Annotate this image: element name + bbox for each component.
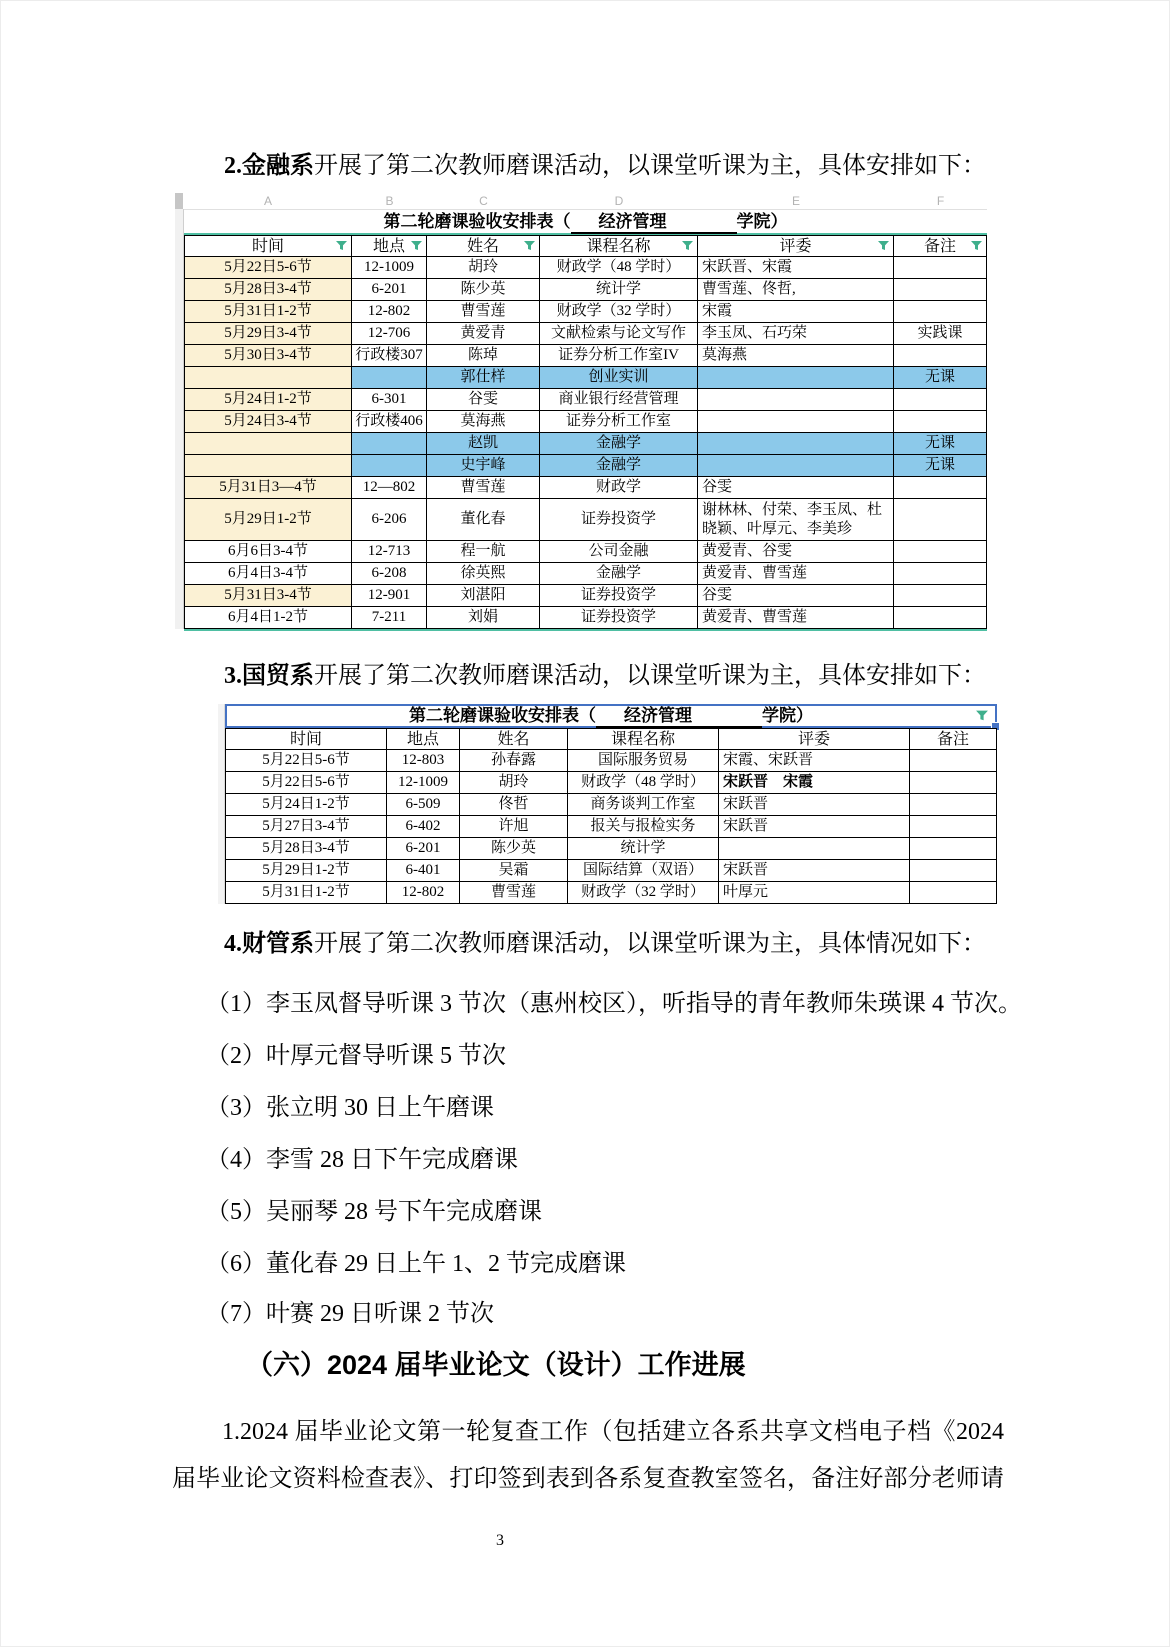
cell-judges: 曹雪莲、佟哲,	[698, 279, 894, 301]
cell-judges	[698, 367, 894, 389]
list-item-2: （2）叶厚元督导听课 5 节次	[206, 1043, 506, 1069]
cell-name: 曹雪莲	[460, 882, 568, 904]
header-course: 课程名称	[540, 235, 698, 257]
table-row	[184, 607, 987, 629]
table-row	[225, 816, 997, 838]
cell-time: 5月24日1-2节	[184, 389, 352, 411]
cell-name: 徐英熙	[427, 563, 540, 585]
cell-note	[910, 882, 997, 904]
cell-course: 报关与报检实务	[568, 816, 719, 838]
cell-place: 12-706	[352, 323, 427, 345]
table-header-row	[184, 233, 987, 257]
column-letter: E	[791, 194, 800, 208]
table-title-suffix: 学院）	[736, 212, 788, 231]
heading-finance-mgmt	[172, 928, 1064, 960]
list-item-1: （1）李玉凤督导听课 3 节次（惠州校区），听指导的青年教师朱瑛课 4 节次。	[206, 991, 1022, 1017]
table-title-college: 经济管理	[596, 706, 762, 728]
cell-name: 陈少英	[427, 279, 540, 301]
cell-time: 5月22日5-6节	[225, 772, 387, 794]
list-item-5: （5）吴丽琴 28 号下午完成磨课	[206, 1199, 542, 1225]
cell-note: 无课	[894, 433, 987, 455]
table-title-prefix: 第二轮磨课验收安排表（	[409, 706, 596, 725]
cell-name: 董化春	[427, 499, 540, 541]
cell-time: 5月28日3-4节	[225, 838, 387, 860]
cell-place: 12-803	[387, 750, 460, 772]
heading-finance-mgmt-rest: 开展了第二次教师磨课活动，以课堂听课为主，具体情况如下：	[314, 931, 986, 957]
cell-note	[894, 389, 987, 411]
column-letter: D	[614, 194, 624, 208]
row-header-sliver	[218, 704, 225, 904]
cell-place: 12-713	[352, 541, 427, 563]
cell-place	[352, 433, 427, 455]
table-row	[184, 563, 987, 585]
cell-course: 金融学	[540, 455, 698, 477]
cell-note	[894, 499, 987, 541]
corner-box	[175, 193, 183, 209]
table-row	[184, 585, 987, 607]
cell-time: 5月24日1-2节	[225, 794, 387, 816]
cell-course: 文献检索与论文写作	[540, 323, 698, 345]
cell-note	[894, 607, 987, 629]
header-place: 地点	[352, 235, 427, 257]
filter-icon	[970, 240, 983, 252]
cell-place: 12-1009	[352, 257, 427, 279]
cell-place: 6-206	[352, 499, 427, 541]
table-row-highlighted	[184, 455, 987, 477]
cell-judges: 谷雯	[698, 477, 894, 499]
cell-place: 行政楼307	[352, 345, 427, 367]
cell-course: 国际结算（双语）	[568, 860, 719, 882]
heading-finance	[172, 150, 1064, 182]
cell-name: 孙春露	[460, 750, 568, 772]
header-name: 姓名	[460, 728, 568, 750]
cell-course: 证券分析工作室	[540, 411, 698, 433]
cell-place: 12-802	[387, 882, 460, 904]
cell-note	[894, 477, 987, 499]
cell-judges: 黄爱青、谷雯	[698, 541, 894, 563]
cell-judges: 黄爱青、曹雪莲	[698, 607, 894, 629]
cell-place: 行政楼406	[352, 411, 427, 433]
cell-name: 莫海燕	[427, 411, 540, 433]
cell-judges: 宋霞、宋跃晋	[719, 750, 910, 772]
cell-course: 财政学（32 学时）	[540, 301, 698, 323]
row-header-sliver	[175, 209, 184, 629]
filter-icon	[877, 240, 890, 252]
trade-schedule-table	[218, 704, 997, 904]
cell-note	[894, 411, 987, 433]
cell-name: 吴霜	[460, 860, 568, 882]
cell-name: 郭仕样	[427, 367, 540, 389]
cell-note	[910, 794, 997, 816]
header-time: 时间	[184, 235, 352, 257]
table-row	[184, 323, 987, 345]
heading-finance-mgmt-lead: 4.财管系	[224, 931, 314, 957]
cell-course: 证券投资学	[540, 499, 698, 541]
cell-time: 5月31日1-2节	[225, 882, 387, 904]
cell-course: 证券投资学	[540, 585, 698, 607]
cell-course: 商业银行经营管理	[540, 389, 698, 411]
cell-course: 财政学	[540, 477, 698, 499]
cell-judges	[719, 838, 910, 860]
cell-note	[894, 301, 987, 323]
cell-note	[894, 279, 987, 301]
cell-place: 12—802	[352, 477, 427, 499]
table-header-row	[225, 728, 997, 750]
cell-judges: 谷雯	[698, 585, 894, 607]
cell-course: 统计学	[568, 838, 719, 860]
list-item-3: （3）张立明 30 日上午磨课	[206, 1095, 494, 1121]
table-row	[225, 794, 997, 816]
table-title-selected-cell	[225, 704, 997, 728]
table-row-highlighted	[184, 433, 987, 455]
table-row	[184, 541, 987, 563]
page-number: 3	[496, 1532, 504, 1549]
header-name: 姓名	[427, 235, 540, 257]
cell-course: 财政学（48 学时）	[568, 772, 719, 794]
header-time: 时间	[225, 728, 387, 750]
cell-course: 商务谈判工作室	[568, 794, 719, 816]
cell-course: 金融学	[540, 563, 698, 585]
table-title-college: 经济管理	[571, 212, 737, 234]
finance-schedule-table	[175, 193, 987, 631]
cell-time: 5月29日1-2节	[184, 499, 352, 541]
cell-name: 许旭	[460, 816, 568, 838]
cell-name: 赵凯	[427, 433, 540, 455]
table-title	[184, 210, 987, 233]
cell-place: 6-402	[387, 816, 460, 838]
cell-judges: 宋跃晋 宋霞	[719, 772, 910, 794]
cell-judges: 宋跃晋	[719, 794, 910, 816]
heading-trade-rest: 开展了第二次教师磨课活动，以课堂听课为主，具体安排如下：	[314, 663, 986, 689]
table-title-suffix: 学院）	[762, 706, 813, 725]
header-judges: 评委	[719, 728, 910, 750]
cell-place: 12-1009	[387, 772, 460, 794]
table-row	[184, 301, 987, 323]
cell-note	[910, 816, 997, 838]
table-row	[184, 389, 987, 411]
section-heading: （六）2024 届毕业论文（设计）工作进展	[246, 1350, 746, 1380]
cell-name: 曹雪莲	[427, 301, 540, 323]
header-judges: 评委	[698, 235, 894, 257]
cell-judges: 黄爱青、曹雪莲	[698, 563, 894, 585]
cell-name: 陈少英	[460, 838, 568, 860]
cell-time: 6月4日1-2节	[184, 607, 352, 629]
cell-time	[184, 455, 352, 477]
paragraph-line-2: 届毕业论文资料检查表》、打印签到表到各系复查教室签名，备注好部分老师请	[172, 1466, 1004, 1492]
cell-time: 5月29日1-2节	[225, 860, 387, 882]
table-row	[184, 279, 987, 301]
heading-trade-lead: 3.国贸系	[224, 663, 314, 689]
cell-course: 证券投资学	[540, 607, 698, 629]
cell-note	[894, 541, 987, 563]
cell-time: 6月4日3-4节	[184, 563, 352, 585]
cell-judges: 谢林林、付荣、李玉凤、杜晓颖、叶厚元、李美珍	[698, 499, 894, 541]
cell-note	[894, 563, 987, 585]
column-letter: C	[479, 194, 488, 208]
cell-time: 5月30日3-4节	[184, 345, 352, 367]
cell-note	[910, 838, 997, 860]
table-row	[184, 345, 987, 367]
cell-time: 6月6日3-4节	[184, 541, 352, 563]
header-note: 备注	[910, 728, 997, 750]
column-letter: B	[385, 194, 394, 208]
cell-name: 谷雯	[427, 389, 540, 411]
cell-course: 财政学（32 学时）	[568, 882, 719, 904]
cell-judges	[698, 433, 894, 455]
cell-course: 创业实训	[540, 367, 698, 389]
cell-time: 5月29日3-4节	[184, 323, 352, 345]
cell-note	[894, 585, 987, 607]
cell-course: 金融学	[540, 433, 698, 455]
sheet-bottom-line	[184, 629, 987, 631]
cell-judges: 宋跃晋、宋霞	[698, 257, 894, 279]
cell-name: 佟哲	[460, 794, 568, 816]
cell-place: 12-901	[352, 585, 427, 607]
heading-finance-lead: 2.金融系	[224, 153, 314, 179]
cell-place: 6-201	[387, 838, 460, 860]
cell-place: 6-509	[387, 794, 460, 816]
cell-name: 陈琸	[427, 345, 540, 367]
cell-place	[352, 455, 427, 477]
cell-judges: 宋跃晋	[719, 860, 910, 882]
cell-name: 胡玲	[460, 772, 568, 794]
cell-note	[910, 860, 997, 882]
cell-note	[910, 750, 997, 772]
cell-place: 6-208	[352, 563, 427, 585]
paragraph-line-1: 1.2024 届毕业论文第一轮复查工作（包括建立各系共享文档电子档《2024	[222, 1419, 1004, 1445]
cell-course: 公司金融	[540, 541, 698, 563]
cell-course: 财政学（48 学时）	[540, 257, 698, 279]
cell-name: 黄爱青	[427, 323, 540, 345]
cell-time: 5月28日3-4节	[184, 279, 352, 301]
header-course: 课程名称	[568, 728, 719, 750]
cell-course: 证券分析工作室IV	[540, 345, 698, 367]
heading-trade	[172, 660, 1064, 692]
cell-judges: 宋跃晋	[719, 816, 910, 838]
cell-note: 实践课	[894, 323, 987, 345]
cell-note	[894, 257, 987, 279]
cell-time: 5月27日3-4节	[225, 816, 387, 838]
cell-place: 6-301	[352, 389, 427, 411]
cell-note: 无课	[894, 455, 987, 477]
cell-place: 6-401	[387, 860, 460, 882]
list-item-6: （6）董化春 29 日上午 1、2 节完成磨课	[206, 1251, 626, 1277]
cell-time: 5月22日5-6节	[184, 257, 352, 279]
table-row	[225, 750, 997, 772]
cell-time	[184, 367, 352, 389]
table-row	[184, 257, 987, 279]
list-item-4: （4）李雪 28 日下午完成磨课	[206, 1147, 518, 1173]
cell-place: 7-211	[352, 607, 427, 629]
heading-finance-rest: 开展了第二次教师磨课活动，以课堂听课为主，具体安排如下：	[314, 153, 986, 179]
table-row	[225, 772, 997, 794]
cell-name: 程一航	[427, 541, 540, 563]
cell-name: 刘湛阳	[427, 585, 540, 607]
cell-name: 史宇峰	[427, 455, 540, 477]
cell-note	[910, 772, 997, 794]
cell-name: 曹雪莲	[427, 477, 540, 499]
table-row	[225, 882, 997, 904]
table-row	[184, 411, 987, 433]
filter-icon	[335, 240, 348, 252]
table-row	[225, 838, 997, 860]
cell-time: 5月31日1-2节	[184, 301, 352, 323]
table-row	[225, 860, 997, 882]
table-title-prefix: 第二轮磨课验收安排表（	[383, 212, 571, 231]
cell-judges	[698, 389, 894, 411]
header-note: 备注	[894, 235, 987, 257]
cell-judges: 叶厚元	[719, 882, 910, 904]
column-letter: F	[936, 194, 945, 208]
cell-time: 5月31日3-4节	[184, 585, 352, 607]
cell-course: 统计学	[540, 279, 698, 301]
table-row	[184, 499, 987, 541]
filter-icon	[975, 710, 989, 723]
column-letters	[184, 193, 987, 210]
cell-note: 无课	[894, 367, 987, 389]
cell-time: 5月31日3—4节	[184, 477, 352, 499]
cell-place: 6-201	[352, 279, 427, 301]
list-item-7: （7）叶赛 29 日听课 2 节次	[206, 1301, 494, 1327]
cell-judges	[698, 455, 894, 477]
column-letter: A	[263, 194, 272, 208]
filter-icon	[410, 240, 423, 252]
cell-judges: 莫海燕	[698, 345, 894, 367]
table-row-highlighted	[184, 367, 987, 389]
cell-judges	[698, 411, 894, 433]
table-row	[184, 477, 987, 499]
filter-icon	[681, 240, 694, 252]
cell-name: 胡玲	[427, 257, 540, 279]
cell-time: 5月22日5-6节	[225, 750, 387, 772]
cell-time: 5月24日3-4节	[184, 411, 352, 433]
header-place: 地点	[387, 728, 460, 750]
cell-place	[352, 367, 427, 389]
cell-time	[184, 433, 352, 455]
filter-icon	[523, 240, 536, 252]
cell-judges: 李玉凤、石巧荣	[698, 323, 894, 345]
cell-note	[894, 345, 987, 367]
cell-name: 刘娟	[427, 607, 540, 629]
cell-judges: 宋霞	[698, 301, 894, 323]
cell-course: 国际服务贸易	[568, 750, 719, 772]
cell-place: 12-802	[352, 301, 427, 323]
